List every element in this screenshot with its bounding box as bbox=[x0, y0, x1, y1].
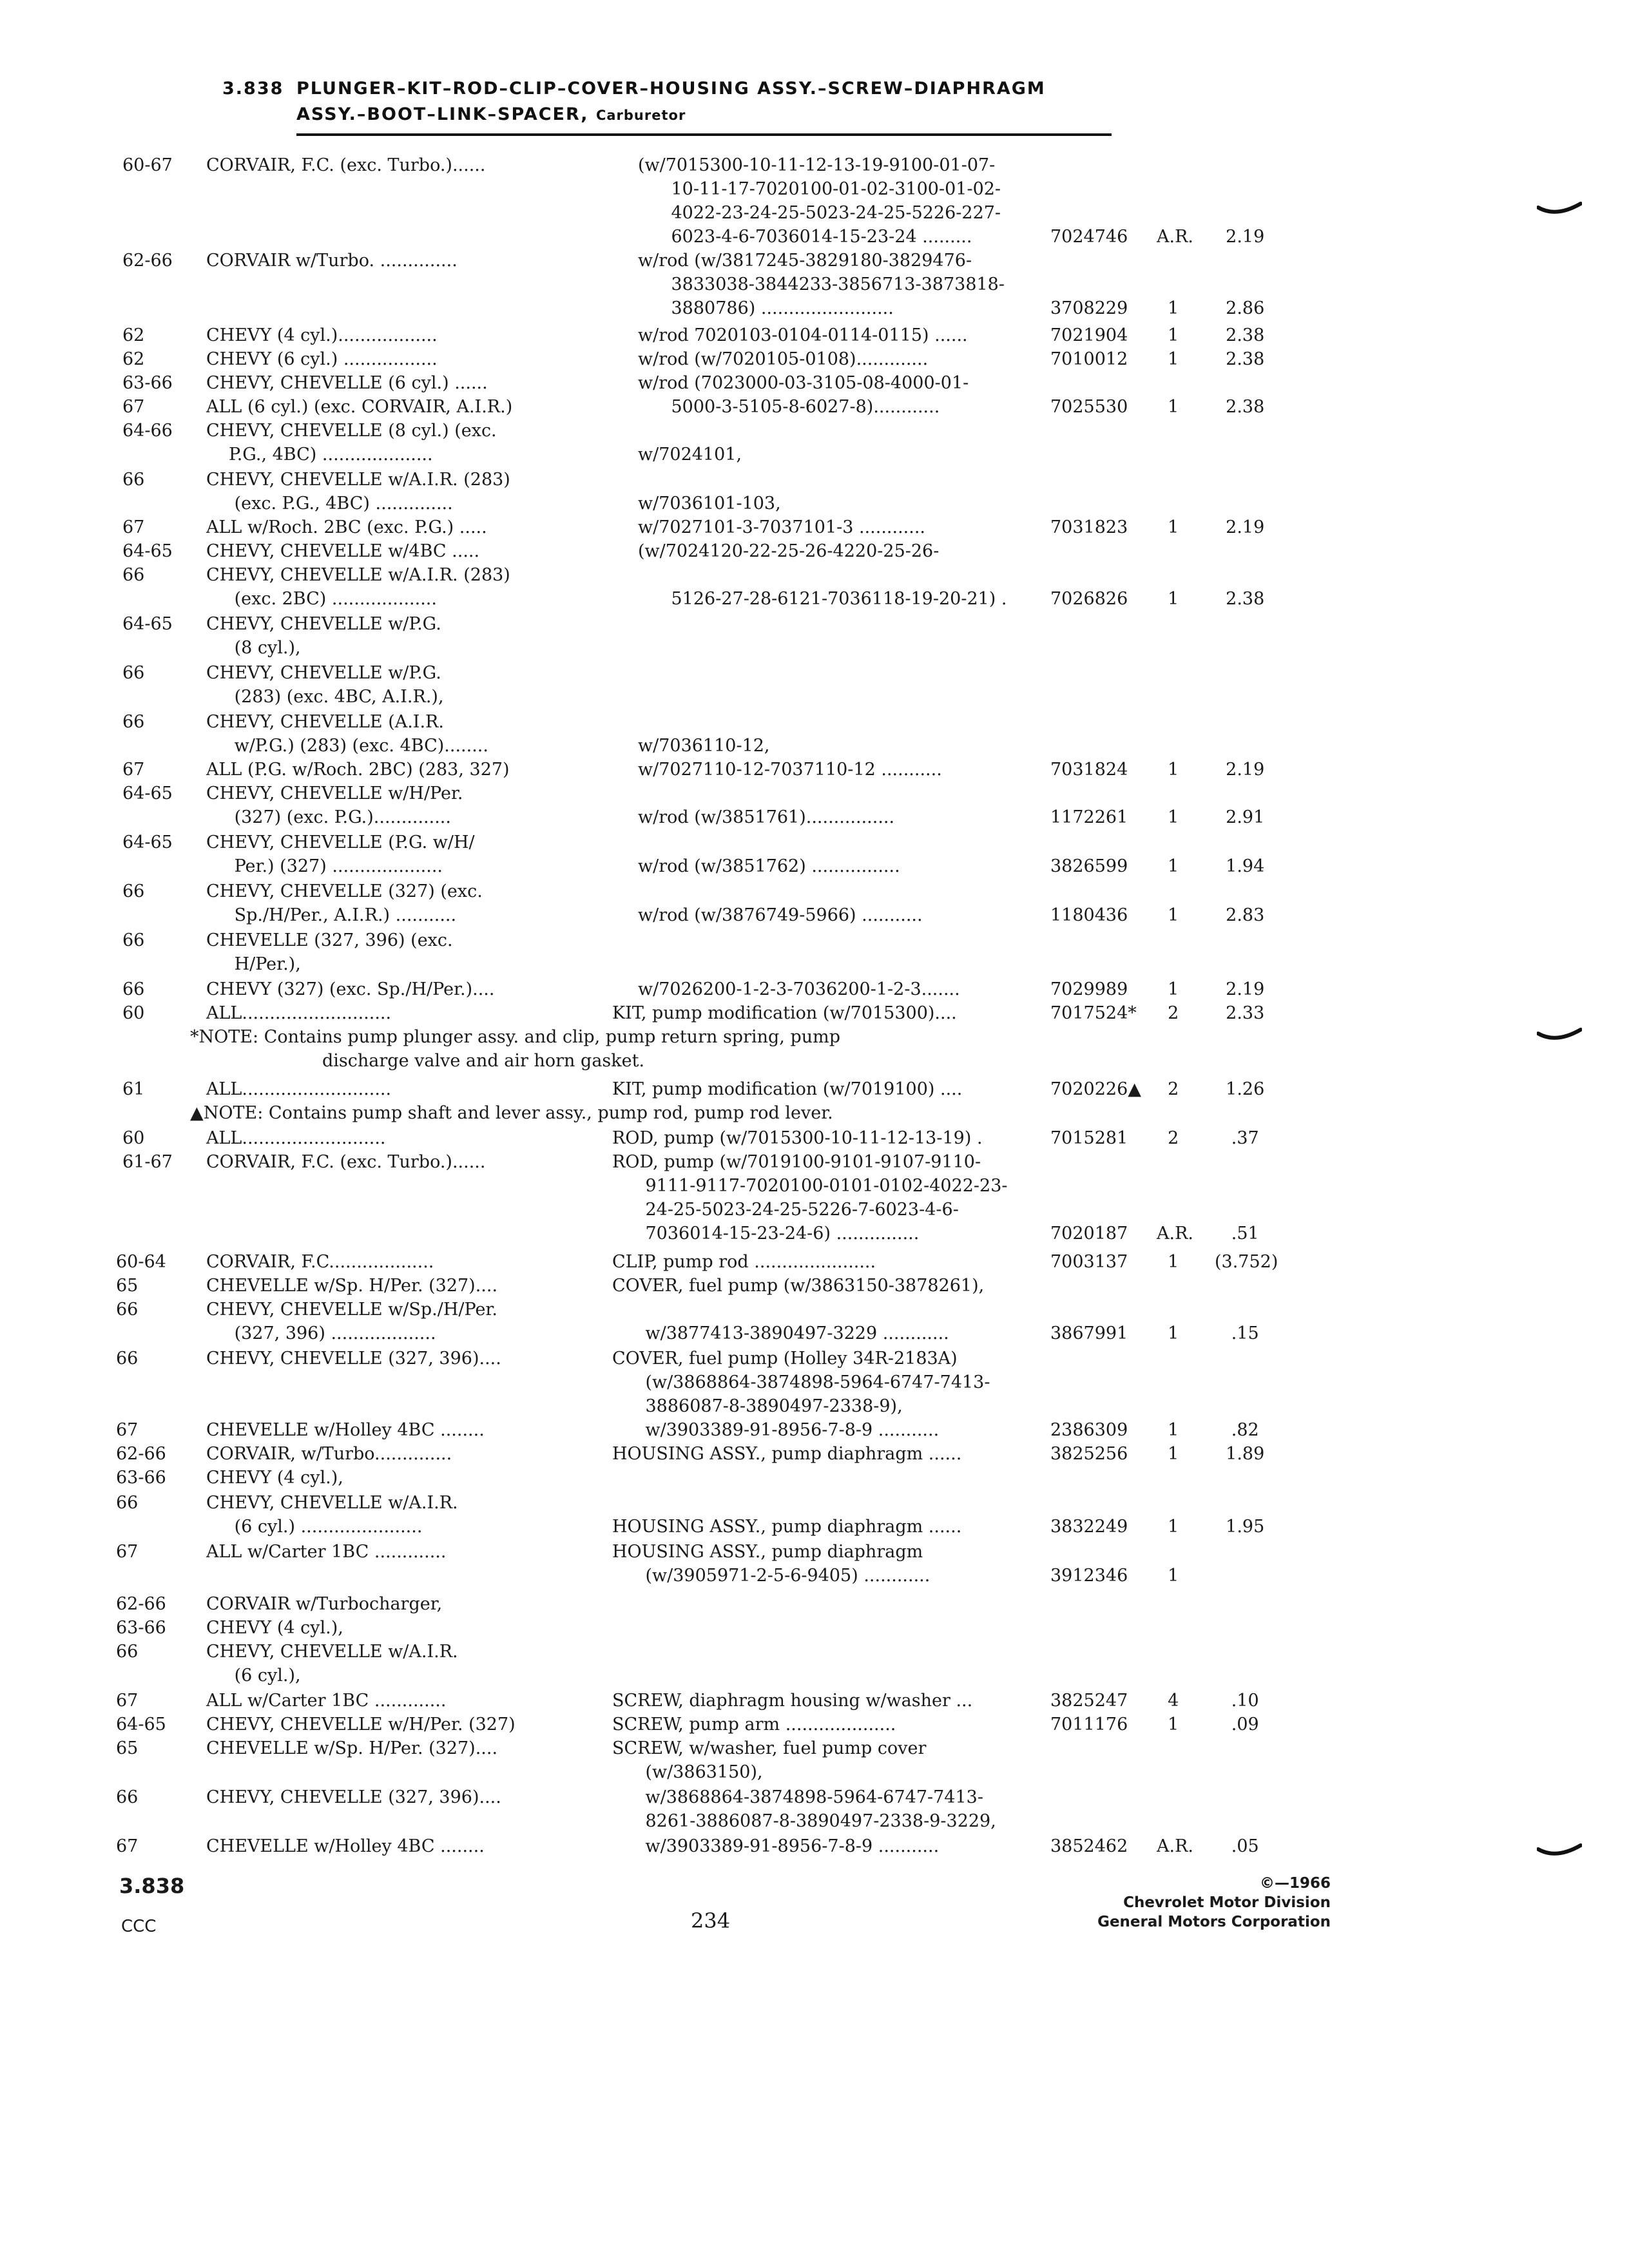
part-description: 9111-9117-7020100-0101-0102-4022-23- bbox=[612, 1176, 1008, 1196]
header-subtitle: Carburetor bbox=[595, 108, 686, 123]
part-description: w/3903389-91-8956-7-8-9 ........... bbox=[612, 1836, 940, 1856]
quantity: 1 bbox=[1157, 397, 1179, 417]
model-years: 66 bbox=[122, 663, 145, 683]
application: ALL........................... bbox=[206, 1079, 392, 1099]
application: CHEVELLE (327, 396) (exc. bbox=[206, 930, 453, 950]
quantity: 1 bbox=[1157, 760, 1179, 780]
header-line-2 bbox=[222, 102, 1046, 128]
model-years: 66 bbox=[116, 1493, 139, 1513]
binder-mark bbox=[1537, 1843, 1582, 1862]
header-rule bbox=[296, 133, 1112, 136]
model-years: 67 bbox=[122, 760, 145, 780]
application: CHEVY, CHEVELLE w/A.I.R. (283) bbox=[206, 470, 510, 490]
model-years: 61-67 bbox=[122, 1152, 173, 1172]
part-description: SCREW, pump arm .................... bbox=[612, 1715, 896, 1735]
part-description: KIT, pump modification (w/7019100) .... bbox=[612, 1079, 963, 1099]
price: .05 bbox=[1215, 1836, 1259, 1856]
part-description: w/3903389-91-8956-7-8-9 ........... bbox=[612, 1420, 940, 1440]
part-description: w/3868864-3874898-5964-6747-7413- bbox=[612, 1787, 983, 1807]
application: CHEVY, CHEVELLE w/P.G. bbox=[206, 614, 441, 634]
part-description: 3880786) ........................ bbox=[638, 298, 894, 318]
model-years: 64-65 bbox=[116, 1715, 166, 1735]
binder-mark bbox=[1537, 201, 1582, 220]
model-years: 62-66 bbox=[122, 251, 173, 271]
part-description: 24-25-5023-24-25-5226-7-6023-4-6- bbox=[612, 1200, 959, 1220]
part-description: w/7027110-12-7037110-12 ........... bbox=[638, 760, 942, 780]
application-continued: (6 cyl.) ...................... bbox=[229, 1517, 423, 1537]
model-years: 66 bbox=[116, 1642, 139, 1662]
part-description: (w/3905971-2-5-6-9405) ............ bbox=[612, 1566, 930, 1586]
part-number: 7010012 bbox=[1050, 349, 1128, 369]
model-years: 66 bbox=[122, 881, 145, 901]
model-years: 63-66 bbox=[116, 1618, 166, 1638]
part-number: 7021904 bbox=[1050, 325, 1128, 345]
part-description: HOUSING ASSY., pump diaphragm bbox=[612, 1542, 923, 1562]
application-continued: (8 cyl.), bbox=[229, 638, 301, 658]
application: CHEVELLE w/Sp. H/Per. (327).... bbox=[206, 1276, 498, 1296]
model-years: 62 bbox=[122, 349, 145, 369]
price: .10 bbox=[1215, 1691, 1259, 1711]
application-continued: (6 cyl.), bbox=[229, 1666, 301, 1686]
part-number: 7020226▲ bbox=[1050, 1079, 1142, 1099]
price: 1.26 bbox=[1215, 1079, 1265, 1099]
quantity: A.R. bbox=[1157, 1836, 1193, 1856]
model-years: 66 bbox=[122, 565, 145, 585]
price: 2.91 bbox=[1215, 807, 1265, 827]
application: ALL (6 cyl.) (exc. CORVAIR, A.I.R.) bbox=[206, 397, 513, 417]
model-years: 60-64 bbox=[116, 1252, 166, 1272]
part-description: w/7036110-12, bbox=[638, 736, 770, 756]
part-number: 7025530 bbox=[1050, 397, 1128, 417]
price: 2.19 bbox=[1215, 979, 1265, 999]
part-description: 5000-3-5105-8-6027-8)............ bbox=[638, 397, 940, 417]
footer-section-number: 3.838 bbox=[119, 1874, 185, 1898]
application: CHEVY, CHEVELLE w/H/Per. bbox=[206, 783, 463, 803]
application: CHEVELLE w/Holley 4BC ........ bbox=[206, 1420, 485, 1440]
quantity: 1 bbox=[1157, 856, 1179, 876]
part-description: (w/7024120-22-25-26-4220-25-26- bbox=[638, 541, 940, 561]
part-number: 3708229 bbox=[1050, 298, 1128, 318]
application: CHEVELLE w/Holley 4BC ........ bbox=[206, 1836, 485, 1856]
quantity: 4 bbox=[1157, 1691, 1179, 1711]
application: CHEVY, CHEVELLE (327, 396).... bbox=[206, 1787, 501, 1807]
price: .82 bbox=[1215, 1420, 1259, 1440]
quantity: 2 bbox=[1157, 1003, 1179, 1023]
price: 2.19 bbox=[1215, 760, 1265, 780]
price: .37 bbox=[1215, 1128, 1259, 1148]
part-description: (w/3863150), bbox=[612, 1762, 763, 1782]
model-years: 66 bbox=[116, 1300, 139, 1320]
application: CORVAIR w/Turbo. .............. bbox=[206, 251, 458, 271]
part-description: w/rod (w/7020105-0108)............. bbox=[638, 349, 929, 369]
model-years: 62-66 bbox=[116, 1444, 166, 1464]
part-description: w/rod (w/3817245-3829180-3829476- bbox=[638, 251, 972, 271]
part-description: 7036014-15-23-24-6) ............... bbox=[612, 1224, 920, 1244]
application-continued: w/P.G.) (283) (exc. 4BC)........ bbox=[229, 736, 488, 756]
model-years: 66 bbox=[122, 712, 145, 732]
part-number: 3852462 bbox=[1050, 1836, 1128, 1856]
quantity: 1 bbox=[1157, 1323, 1179, 1343]
application: CHEVY, CHEVELLE (8 cyl.) (exc. bbox=[206, 421, 497, 441]
application: CHEVY, CHEVELLE w/Sp./H/Per. bbox=[206, 1300, 497, 1320]
part-description: w/3877413-3890497-3229 ............ bbox=[612, 1323, 949, 1343]
application: CHEVY, CHEVELLE (6 cyl.) ...... bbox=[206, 373, 488, 393]
model-years: 64-65 bbox=[122, 541, 173, 561]
model-years: 67 bbox=[116, 1542, 139, 1562]
part-description: (w/3868864-3874898-5964-6747-7413- bbox=[612, 1372, 990, 1392]
part-description: HOUSING ASSY., pump diaphragm ...... bbox=[612, 1444, 962, 1464]
quantity: 1 bbox=[1157, 1252, 1179, 1272]
application-continued: P.G., 4BC) .................... bbox=[229, 445, 433, 465]
binder-mark bbox=[1537, 1027, 1582, 1046]
quantity: 1 bbox=[1157, 1715, 1179, 1735]
application: CHEVY, CHEVELLE (A.I.R. bbox=[206, 712, 444, 732]
page-header bbox=[222, 76, 1046, 128]
model-years: 66 bbox=[116, 1787, 139, 1807]
application-continued: (327) (exc. P.G.).............. bbox=[229, 807, 451, 827]
price: 2.19 bbox=[1215, 517, 1265, 537]
model-years: 60 bbox=[122, 1003, 145, 1023]
part-description: w/rod (w/3876749-5966) ........... bbox=[638, 905, 923, 925]
price: 2.19 bbox=[1215, 227, 1265, 247]
application-continued: Per.) (327) .................... bbox=[229, 856, 443, 876]
model-years: 64-65 bbox=[122, 783, 173, 803]
part-number: 7031824 bbox=[1050, 760, 1128, 780]
part-number: 3825247 bbox=[1050, 1691, 1128, 1711]
model-years: 66 bbox=[122, 930, 145, 950]
quantity: 1 bbox=[1157, 589, 1179, 609]
note-continued: discharge valve and air horn gasket. bbox=[322, 1051, 645, 1071]
application-continued: (exc. P.G., 4BC) .............. bbox=[229, 494, 453, 514]
model-years: 61 bbox=[122, 1079, 145, 1099]
price: 1.95 bbox=[1215, 1517, 1265, 1537]
application: CORVAIR w/Turbocharger, bbox=[206, 1594, 443, 1614]
header-title-2: ASSY.–BOOT–LINK–SPACER, bbox=[296, 104, 589, 124]
price: 2.38 bbox=[1215, 589, 1265, 609]
part-description: w/7027101-3-7037101-3 ............ bbox=[638, 517, 926, 537]
model-years: 66 bbox=[116, 1349, 139, 1369]
application: CHEVY, CHEVELLE w/H/Per. (327) bbox=[206, 1715, 516, 1735]
application-continued: (327, 396) ................... bbox=[229, 1323, 436, 1343]
price: 2.33 bbox=[1215, 1003, 1265, 1023]
note: ▲NOTE: Contains pump shaft and lever assy., pump rod, pump rod lever. bbox=[190, 1103, 833, 1123]
part-number: 7020187 bbox=[1050, 1224, 1128, 1244]
quantity: 1 bbox=[1157, 807, 1179, 827]
quantity: 1 bbox=[1157, 905, 1179, 925]
part-number: 7024746 bbox=[1050, 227, 1128, 247]
application: CHEVY, CHEVELLE w/A.I.R. bbox=[206, 1642, 458, 1662]
part-description: 10-11-17-7020100-01-02-3100-01-02- bbox=[638, 179, 1001, 199]
model-years: 67 bbox=[122, 517, 145, 537]
part-number: 7031823 bbox=[1050, 517, 1128, 537]
application: CHEVELLE w/Sp. H/Per. (327).... bbox=[206, 1738, 498, 1758]
quantity: 1 bbox=[1157, 298, 1179, 318]
model-years: 60-67 bbox=[122, 155, 173, 175]
application: ALL w/Carter 1BC ............. bbox=[206, 1542, 447, 1562]
part-number: 3867991 bbox=[1050, 1323, 1128, 1343]
price: 1.94 bbox=[1215, 856, 1265, 876]
application: CHEVY, CHEVELLE w/4BC ..... bbox=[206, 541, 480, 561]
quantity: 2 bbox=[1157, 1079, 1179, 1099]
application-continued: Sp./H/Per., A.I.R.) ........... bbox=[229, 905, 457, 925]
price: 2.38 bbox=[1215, 325, 1265, 345]
part-number: 7017524* bbox=[1050, 1003, 1137, 1023]
part-description: COVER, fuel pump (w/3863150-3878261), bbox=[612, 1276, 985, 1296]
part-description: SCREW, diaphragm housing w/washer ... bbox=[612, 1691, 973, 1711]
corporation-name: General Motors Corporation bbox=[1097, 1914, 1331, 1930]
model-years: 66 bbox=[122, 979, 145, 999]
part-description: 4022-23-24-25-5023-24-25-5226-227- bbox=[638, 203, 1001, 223]
part-description: w/7024101, bbox=[638, 445, 742, 465]
part-description: 3886087-8-3890497-2338-9), bbox=[612, 1396, 903, 1416]
application: CORVAIR, F.C. (exc. Turbo.)...... bbox=[206, 1152, 486, 1172]
quantity: 1 bbox=[1157, 1517, 1179, 1537]
application: CHEVY, CHEVELLE (327) (exc. bbox=[206, 881, 483, 901]
part-number: 3912346 bbox=[1050, 1566, 1128, 1586]
application: CHEVY, CHEVELLE w/A.I.R. (283) bbox=[206, 565, 510, 585]
price: (3.752) bbox=[1215, 1252, 1278, 1272]
part-description: 3833038-3844233-3856713-3873818- bbox=[638, 274, 1005, 294]
part-number: 3832249 bbox=[1050, 1517, 1128, 1537]
application: CHEVY (4 cyl.).................. bbox=[206, 325, 438, 345]
part-number: 3825256 bbox=[1050, 1444, 1128, 1464]
quantity: 1 bbox=[1157, 1444, 1179, 1464]
application: CHEVY (327) (exc. Sp./H/Per.).... bbox=[206, 979, 495, 999]
application: ALL (P.G. w/Roch. 2BC) (283, 327) bbox=[206, 760, 510, 780]
part-description: COVER, fuel pump (Holley 34R-2183A) bbox=[612, 1349, 958, 1369]
model-years: 62 bbox=[122, 325, 145, 345]
part-number: 7011176 bbox=[1050, 1715, 1128, 1735]
price: .15 bbox=[1215, 1323, 1259, 1343]
price: 2.38 bbox=[1215, 349, 1265, 369]
quantity: 1 bbox=[1157, 349, 1179, 369]
price: .09 bbox=[1215, 1715, 1259, 1735]
quantity: 1 bbox=[1157, 325, 1179, 345]
part-number: 7015281 bbox=[1050, 1128, 1128, 1148]
part-number: 3826599 bbox=[1050, 856, 1128, 876]
quantity: 1 bbox=[1157, 1566, 1179, 1586]
application: ALL w/Roch. 2BC (exc. P.G.) ..... bbox=[206, 517, 487, 537]
application-continued: (283) (exc. 4BC, A.I.R.), bbox=[229, 687, 444, 707]
price: 1.89 bbox=[1215, 1444, 1265, 1464]
page-number: 234 bbox=[691, 1908, 731, 1933]
application: ALL w/Carter 1BC ............. bbox=[206, 1691, 447, 1711]
application-continued: (exc. 2BC) ................... bbox=[229, 589, 437, 609]
price: 2.86 bbox=[1215, 298, 1265, 318]
quantity: A.R. bbox=[1157, 1224, 1193, 1244]
part-description: CLIP, pump rod ...................... bbox=[612, 1252, 876, 1272]
model-years: 67 bbox=[116, 1836, 139, 1856]
application: CORVAIR, F.C................... bbox=[206, 1252, 434, 1272]
part-description: w/7026200-1-2-3-7036200-1-2-3....... bbox=[638, 979, 960, 999]
part-number: 2386309 bbox=[1050, 1420, 1128, 1440]
quantity: 1 bbox=[1157, 1420, 1179, 1440]
model-years: 65 bbox=[116, 1276, 139, 1296]
application: CHEVY, CHEVELLE (P.G. w/H/ bbox=[206, 832, 475, 852]
part-description: 8261-3886087-8-3890497-2338-9-3229, bbox=[612, 1811, 996, 1831]
application: CHEVY (4 cyl.), bbox=[206, 1618, 343, 1638]
part-number: 1172261 bbox=[1050, 807, 1128, 827]
part-description: w/rod (w/3851762) ................ bbox=[638, 856, 900, 876]
model-years: 64-65 bbox=[122, 614, 173, 634]
price: 2.83 bbox=[1215, 905, 1265, 925]
application: CORVAIR, F.C. (exc. Turbo.)...... bbox=[206, 155, 486, 175]
copyright: ©—1966 bbox=[1259, 1875, 1331, 1892]
application: CHEVY (4 cyl.), bbox=[206, 1468, 343, 1488]
model-years: 64-66 bbox=[122, 421, 173, 441]
part-description: HOUSING ASSY., pump diaphragm ...... bbox=[612, 1517, 962, 1537]
application-continued: H/Per.), bbox=[229, 954, 301, 974]
division-name: Chevrolet Motor Division bbox=[1123, 1894, 1331, 1911]
application: ALL........................... bbox=[206, 1003, 392, 1023]
part-description: (w/7015300-10-11-12-13-19-9100-01-07- bbox=[638, 155, 996, 175]
application: CHEVY (6 cyl.) ................. bbox=[206, 349, 438, 369]
header-line-1 bbox=[222, 76, 1046, 102]
quantity: 1 bbox=[1157, 517, 1179, 537]
price: 2.38 bbox=[1215, 397, 1265, 417]
application: CHEVY, CHEVELLE (327, 396).... bbox=[206, 1349, 501, 1369]
part-description: w/rod (w/3851761)................ bbox=[638, 807, 895, 827]
quantity: 1 bbox=[1157, 979, 1179, 999]
model-years: 67 bbox=[116, 1691, 139, 1711]
model-years: 65 bbox=[116, 1738, 139, 1758]
part-description: KIT, pump modification (w/7015300).... bbox=[612, 1003, 957, 1023]
footer-copyright-block bbox=[1089, 1874, 1331, 1932]
part-number: 1180436 bbox=[1050, 905, 1128, 925]
part-description: ROD, pump (w/7019100-9101-9107-9110- bbox=[612, 1152, 981, 1172]
model-years: 67 bbox=[116, 1420, 139, 1440]
part-description: ROD, pump (w/7015300-10-11-12-13-19) . bbox=[612, 1128, 983, 1148]
part-number: 7003137 bbox=[1050, 1252, 1128, 1272]
section-number: 3.838 bbox=[222, 79, 284, 99]
part-description: 6023-4-6-7036014-15-23-24 ......... bbox=[638, 227, 972, 247]
model-years: 64-65 bbox=[122, 832, 173, 852]
quantity: 2 bbox=[1157, 1128, 1179, 1148]
model-years: 60 bbox=[122, 1128, 145, 1148]
model-years: 63-66 bbox=[116, 1468, 166, 1488]
header-title-1: PLUNGER–KIT–ROD–CLIP–COVER–HOUSING ASSY.–SCREW–DIAPHRAGM bbox=[296, 79, 1046, 99]
part-description: SCREW, w/washer, fuel pump cover bbox=[612, 1738, 927, 1758]
part-number: 7026826 bbox=[1050, 589, 1128, 609]
application: CHEVY, CHEVELLE w/A.I.R. bbox=[206, 1493, 458, 1513]
footer-code: CCC bbox=[121, 1917, 157, 1936]
price: .51 bbox=[1215, 1224, 1259, 1244]
application: CHEVY, CHEVELLE w/P.G. bbox=[206, 663, 441, 683]
part-description: w/7036101-103, bbox=[638, 494, 781, 514]
part-description: 5126-27-28-6121-7036118-19-20-21) . bbox=[638, 589, 1007, 609]
part-description: w/rod 7020103-0104-0114-0115) ...... bbox=[638, 325, 968, 345]
application: ALL.......................... bbox=[206, 1128, 386, 1148]
model-years: 62-66 bbox=[116, 1594, 166, 1614]
note: *NOTE: Contains pump plunger assy. and clip, pump return spring, pump bbox=[190, 1027, 841, 1047]
application: CORVAIR, w/Turbo.............. bbox=[206, 1444, 452, 1464]
quantity: A.R. bbox=[1157, 227, 1193, 247]
model-years: 66 bbox=[122, 470, 145, 490]
model-years: 63-66 bbox=[122, 373, 173, 393]
model-years: 67 bbox=[122, 397, 145, 417]
part-description: w/rod (7023000-03-3105-08-4000-01- bbox=[638, 373, 969, 393]
part-number: 7029989 bbox=[1050, 979, 1128, 999]
